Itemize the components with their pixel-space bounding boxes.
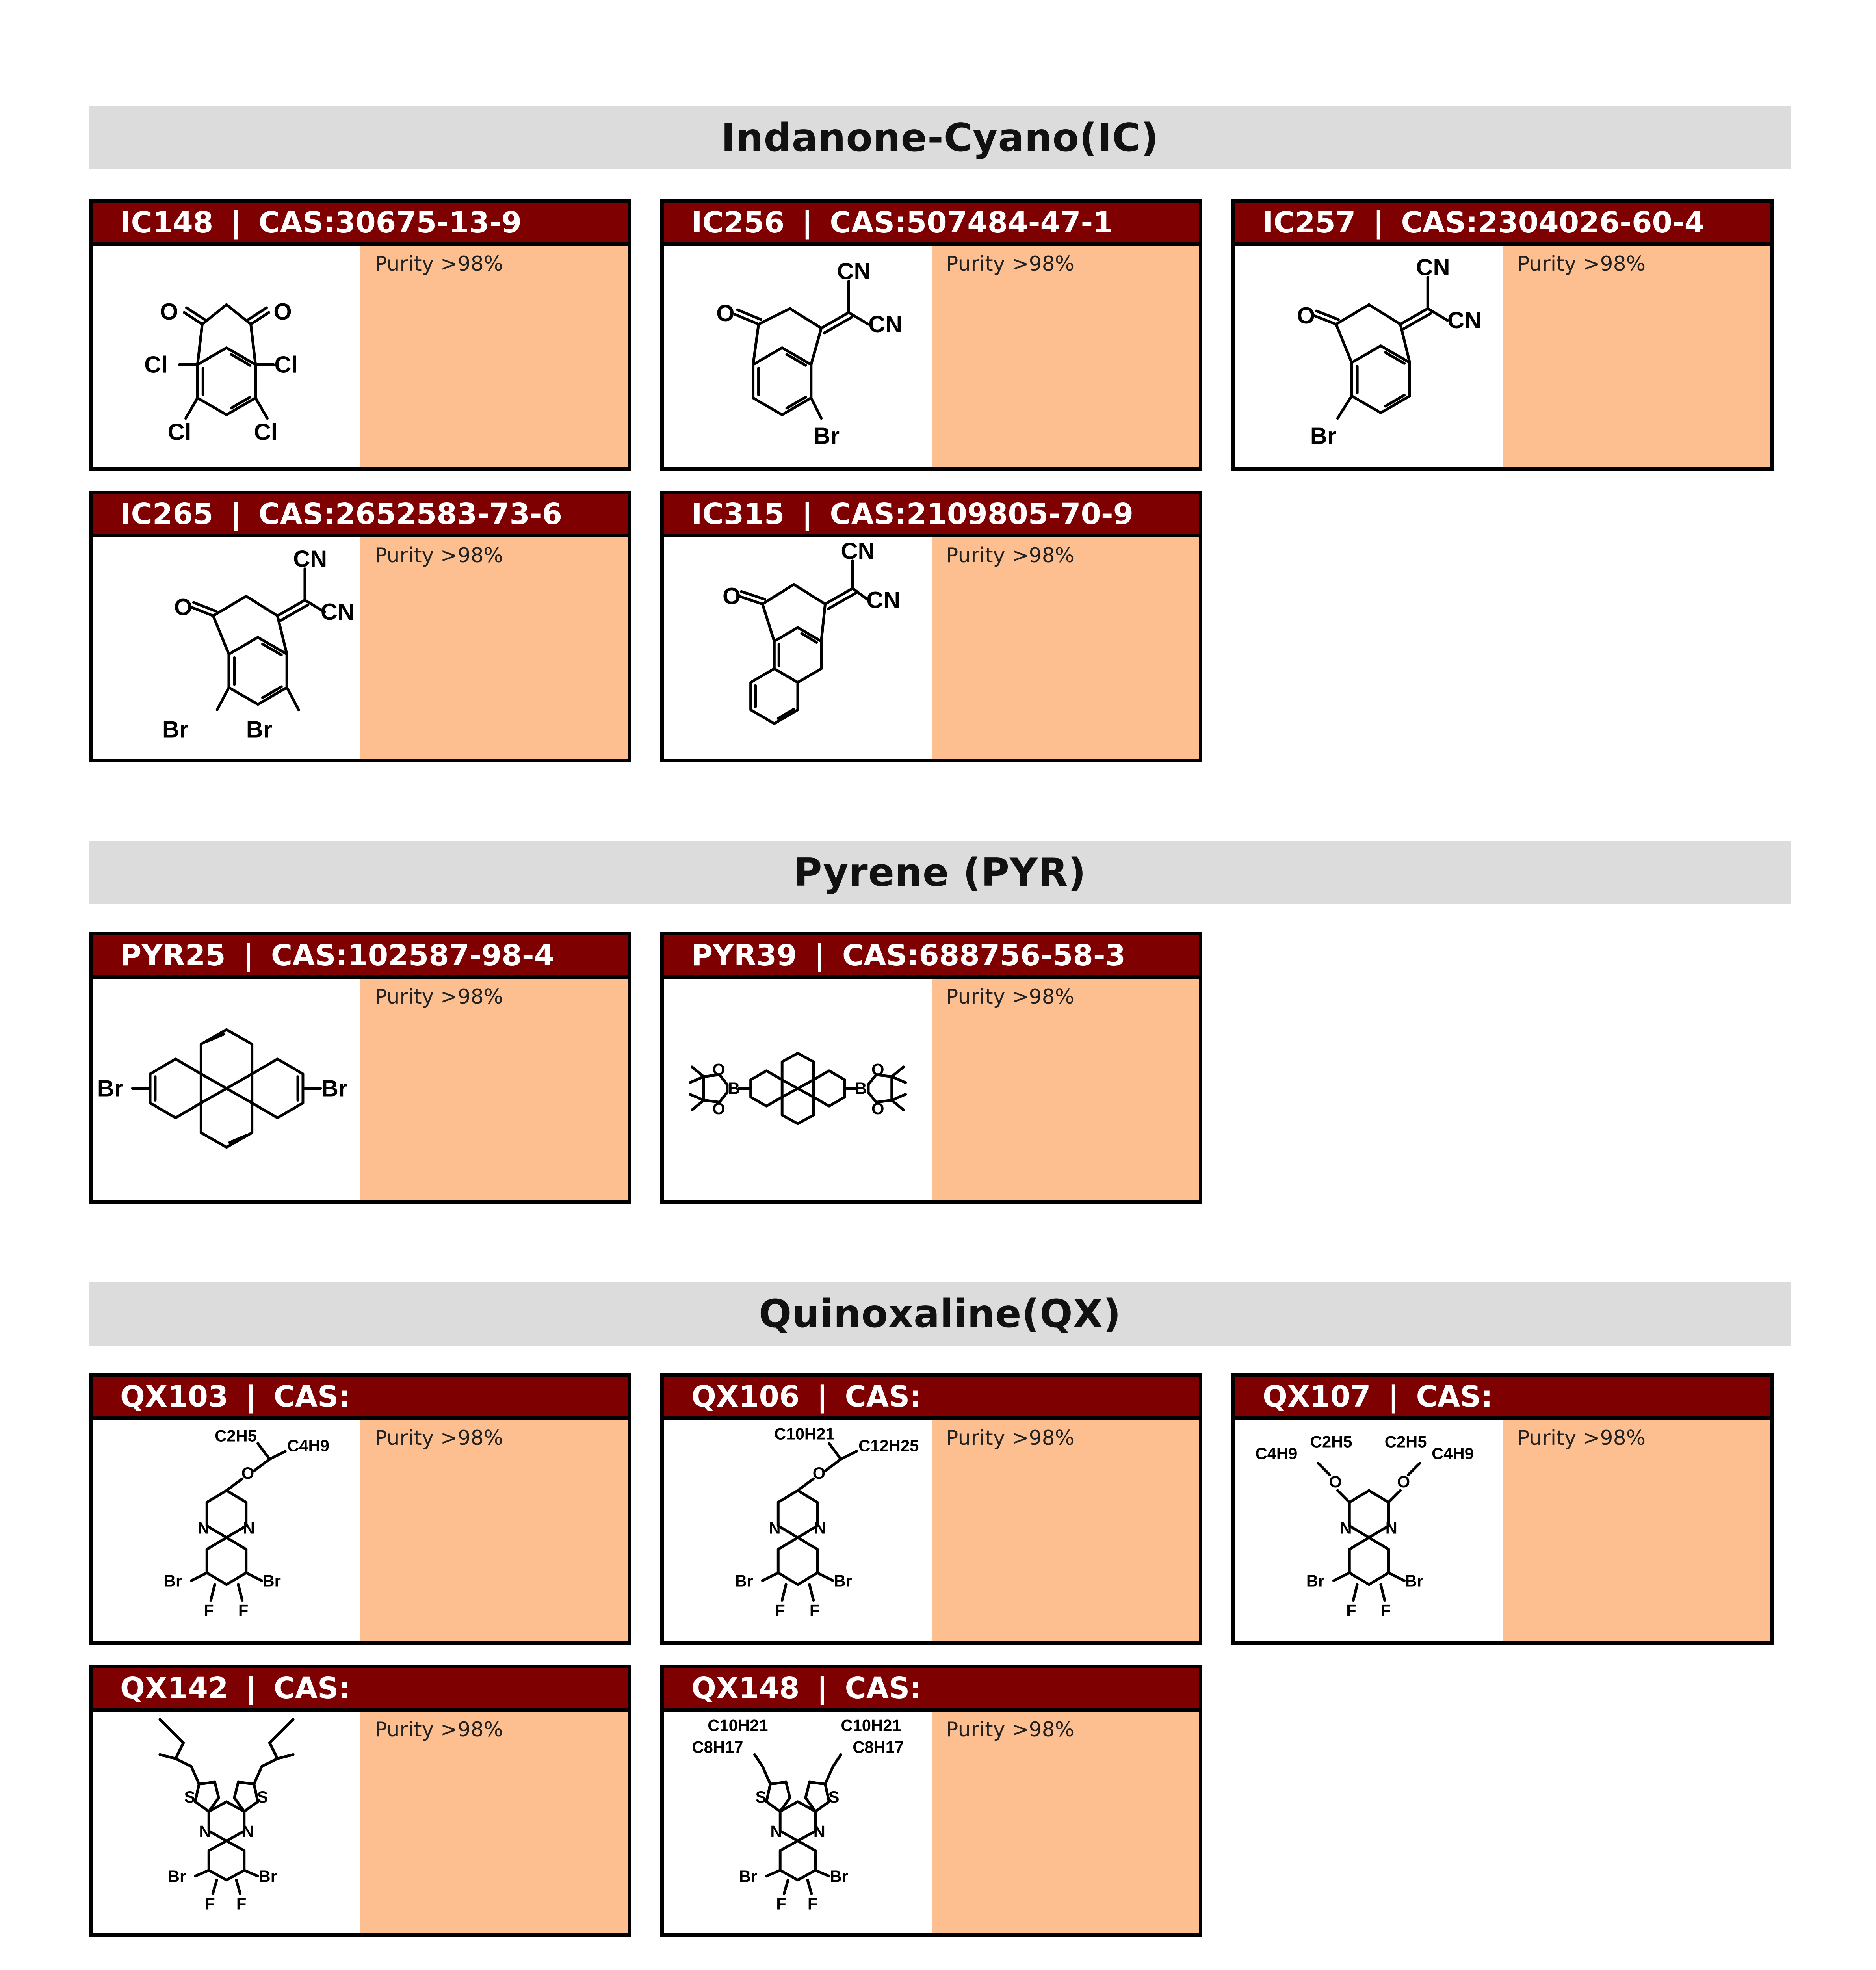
separator: | [1388, 1379, 1399, 1414]
product-card-ic265[interactable] [89, 491, 631, 762]
svg-text:O: O [241, 1464, 254, 1483]
svg-text:O: O [1296, 302, 1315, 329]
svg-text:O: O [871, 1060, 884, 1079]
separator: | [243, 938, 254, 972]
product-code: QX107 [1263, 1379, 1371, 1414]
product-code: IC265 [120, 497, 214, 531]
svg-text:CN: CN [841, 537, 875, 564]
svg-text:N: N [813, 1822, 825, 1841]
svg-text:C4H9: C4H9 [1255, 1444, 1298, 1463]
svg-text:Br: Br [739, 1867, 758, 1886]
separator: | [817, 1671, 828, 1705]
separator: | [245, 1671, 256, 1705]
svg-text:Br: Br [735, 1571, 754, 1590]
card-header [93, 935, 628, 979]
svg-text:Br: Br [1310, 422, 1337, 449]
product-code: PYR25 [120, 938, 226, 972]
svg-text:CN: CN [320, 598, 355, 625]
svg-text:F: F [807, 1894, 818, 1913]
svg-text:Br: Br [162, 716, 189, 743]
svg-text:O: O [716, 299, 735, 326]
svg-text:C10H21: C10H21 [774, 1424, 835, 1443]
svg-text:O: O [712, 1099, 725, 1118]
svg-text:N: N [770, 1822, 782, 1841]
svg-text:Cl: Cl [167, 418, 191, 445]
svg-text:O: O [160, 298, 178, 325]
cas-number: CAS: [845, 1379, 921, 1414]
product-code: QX103 [120, 1379, 228, 1414]
svg-text:Br: Br [97, 1075, 124, 1102]
svg-text:CN: CN [1447, 307, 1482, 333]
svg-text:F: F [204, 1601, 214, 1620]
product-card-pyr39[interactable] [660, 932, 1202, 1204]
svg-text:Cl: Cl [144, 351, 168, 378]
svg-text:Br: Br [830, 1867, 848, 1886]
dialkoxy-quinoxaline-structure-icon [1235, 1420, 1503, 1641]
cas-number: CAS: [273, 1671, 350, 1705]
svg-text:C2H5: C2H5 [1310, 1432, 1352, 1451]
svg-text:C10H21: C10H21 [708, 1716, 768, 1735]
alkoxy-quinoxaline-structure-icon [93, 1420, 360, 1641]
bromo-indanone-dicyano-structure-icon [1235, 246, 1503, 467]
svg-text:O: O [812, 1464, 826, 1483]
product-card-pyr25[interactable] [89, 932, 631, 1204]
separator: | [1373, 205, 1384, 240]
svg-text:N: N [243, 1518, 255, 1537]
tetrachloro-indandione-structure-icon [93, 246, 360, 467]
purity-text: Purity >98% [360, 246, 628, 467]
product-code: PYR39 [691, 938, 797, 972]
benzo-indanone-dicyano-structure-icon [664, 537, 932, 759]
product-card-qx148[interactable] [660, 1665, 1202, 1937]
purity-text: Purity >98% [932, 246, 1199, 467]
svg-text:Br: Br [321, 1075, 348, 1102]
separator: | [245, 1379, 256, 1414]
purity-text: Purity >98% [932, 979, 1199, 1200]
svg-text:S: S [257, 1787, 268, 1806]
separator: | [802, 205, 813, 240]
svg-text:O: O [1329, 1472, 1342, 1491]
card-header [93, 203, 628, 246]
svg-text:Cl: Cl [274, 351, 298, 378]
product-code: QX142 [120, 1671, 228, 1705]
svg-text:F: F [1346, 1601, 1356, 1620]
dibromo-indanone-dicyano-structure-icon [93, 537, 360, 759]
svg-text:CN: CN [866, 587, 901, 613]
purity-text: Purity >98% [360, 1712, 628, 1933]
product-code: IC257 [1263, 205, 1356, 240]
svg-text:N: N [199, 1822, 211, 1841]
separator: | [814, 938, 825, 972]
cas-number: CAS:102587-98-4 [271, 938, 555, 972]
svg-text:S: S [828, 1787, 840, 1806]
svg-text:Br: Br [1405, 1571, 1423, 1590]
cas-number: CAS:2652583-73-6 [258, 497, 563, 531]
card-header [664, 1668, 1199, 1712]
svg-text:C2H5: C2H5 [1384, 1432, 1427, 1451]
product-card-qx103[interactable] [89, 1373, 631, 1645]
card-header [93, 1377, 628, 1420]
svg-text:C4H9: C4H9 [1432, 1444, 1474, 1463]
card-header [664, 935, 1199, 979]
svg-text:N: N [769, 1518, 781, 1537]
svg-text:B: B [855, 1079, 867, 1098]
separator: | [230, 497, 241, 531]
section-title: Quinoxaline(QX) [89, 1282, 1791, 1346]
card-header [664, 494, 1199, 537]
svg-text:Cl: Cl [254, 418, 278, 445]
purity-text: Purity >98% [1503, 1420, 1770, 1641]
product-card-ic315[interactable] [660, 491, 1202, 762]
svg-text:O: O [1397, 1472, 1410, 1491]
svg-text:Br: Br [834, 1571, 852, 1590]
product-code: QX106 [691, 1379, 800, 1414]
purity-text: Purity >98% [360, 1420, 628, 1641]
product-card-qx142[interactable] [89, 1665, 631, 1937]
separator: | [230, 205, 241, 240]
purity-text: Purity >98% [1503, 246, 1770, 467]
card-header [664, 1377, 1199, 1420]
separator: | [817, 1379, 828, 1414]
svg-text:C2H5: C2H5 [215, 1426, 257, 1445]
dithienyl-quinoxaline-structure-icon [93, 1712, 360, 1933]
cas-number: CAS:688756-58-3 [842, 938, 1126, 972]
svg-text:C10H21: C10H21 [841, 1716, 901, 1735]
cas-number: CAS: [1416, 1379, 1493, 1414]
purity-text: Purity >98% [932, 1712, 1199, 1933]
card-header [1235, 1377, 1770, 1420]
svg-text:O: O [871, 1099, 884, 1118]
product-card-ic148[interactable] [89, 199, 631, 471]
alkoxy-quinoxaline-structure-icon [664, 1420, 932, 1641]
svg-text:N: N [242, 1822, 254, 1841]
svg-text:S: S [184, 1787, 195, 1806]
product-card-qx106[interactable] [660, 1373, 1202, 1645]
svg-text:N: N [1385, 1518, 1397, 1537]
cas-number: CAS:30675-13-9 [258, 205, 522, 240]
cas-number: CAS: [845, 1671, 921, 1705]
svg-text:C8H17: C8H17 [692, 1738, 743, 1756]
svg-text:F: F [236, 1894, 247, 1913]
purity-text: Purity >98% [932, 537, 1199, 759]
svg-text:Br: Br [163, 1571, 182, 1590]
product-card-qx107[interactable] [1231, 1373, 1774, 1645]
purity-text: Purity >98% [360, 537, 628, 759]
svg-text:F: F [775, 1601, 785, 1620]
svg-text:CN: CN [293, 545, 327, 572]
svg-text:Br: Br [813, 422, 840, 449]
svg-text:O: O [723, 583, 741, 610]
svg-text:CN: CN [837, 258, 871, 284]
svg-text:B: B [728, 1079, 740, 1098]
svg-text:C8H17: C8H17 [853, 1738, 904, 1756]
svg-text:Br: Br [1306, 1571, 1325, 1590]
product-code: IC148 [120, 205, 214, 240]
bromo-indanone-dicyano-structure-icon [664, 246, 932, 467]
product-card-ic256[interactable] [660, 199, 1202, 471]
svg-text:Br: Br [262, 1571, 281, 1590]
svg-text:Br: Br [246, 716, 273, 743]
svg-text:F: F [1380, 1601, 1391, 1620]
cas-number: CAS:2304026-60-4 [1401, 205, 1705, 240]
cas-number: CAS:507484-47-1 [830, 205, 1113, 240]
dibromopyrene-structure-icon [93, 979, 360, 1200]
svg-text:F: F [809, 1601, 820, 1620]
svg-text:N: N [814, 1518, 826, 1537]
separator: | [802, 497, 813, 531]
card-header [93, 494, 628, 537]
svg-text:F: F [205, 1894, 215, 1913]
purity-text: Purity >98% [360, 979, 628, 1200]
pyrene-bis-boronate-structure-icon [664, 979, 932, 1200]
svg-text:Br: Br [167, 1867, 186, 1886]
card-header [93, 1668, 628, 1712]
svg-text:C4H9: C4H9 [287, 1436, 329, 1455]
svg-text:F: F [238, 1601, 249, 1620]
product-code: IC256 [691, 205, 785, 240]
svg-text:N: N [197, 1518, 210, 1537]
cas-number: CAS:2109805-70-9 [830, 497, 1134, 531]
product-card-ic257[interactable] [1231, 199, 1774, 471]
product-code: IC315 [691, 497, 785, 531]
svg-text:O: O [174, 593, 193, 620]
card-header [1235, 203, 1770, 246]
svg-text:Br: Br [258, 1867, 277, 1886]
svg-text:O: O [712, 1060, 725, 1079]
svg-text:C12H25: C12H25 [858, 1436, 919, 1455]
card-header [664, 203, 1199, 246]
dithienyl-quinoxaline-structure-icon [664, 1712, 932, 1933]
svg-text:CN: CN [868, 310, 903, 337]
svg-text:F: F [776, 1894, 786, 1913]
product-code: QX148 [691, 1671, 800, 1705]
svg-text:CN: CN [1416, 254, 1450, 281]
svg-text:S: S [755, 1787, 767, 1806]
section-title: Indanone-Cyano(IC) [89, 106, 1791, 169]
section-title: Pyrene (PYR) [89, 841, 1791, 904]
svg-text:O: O [273, 298, 292, 325]
purity-text: Purity >98% [932, 1420, 1199, 1641]
cas-number: CAS: [273, 1379, 350, 1414]
svg-text:N: N [1340, 1518, 1352, 1537]
